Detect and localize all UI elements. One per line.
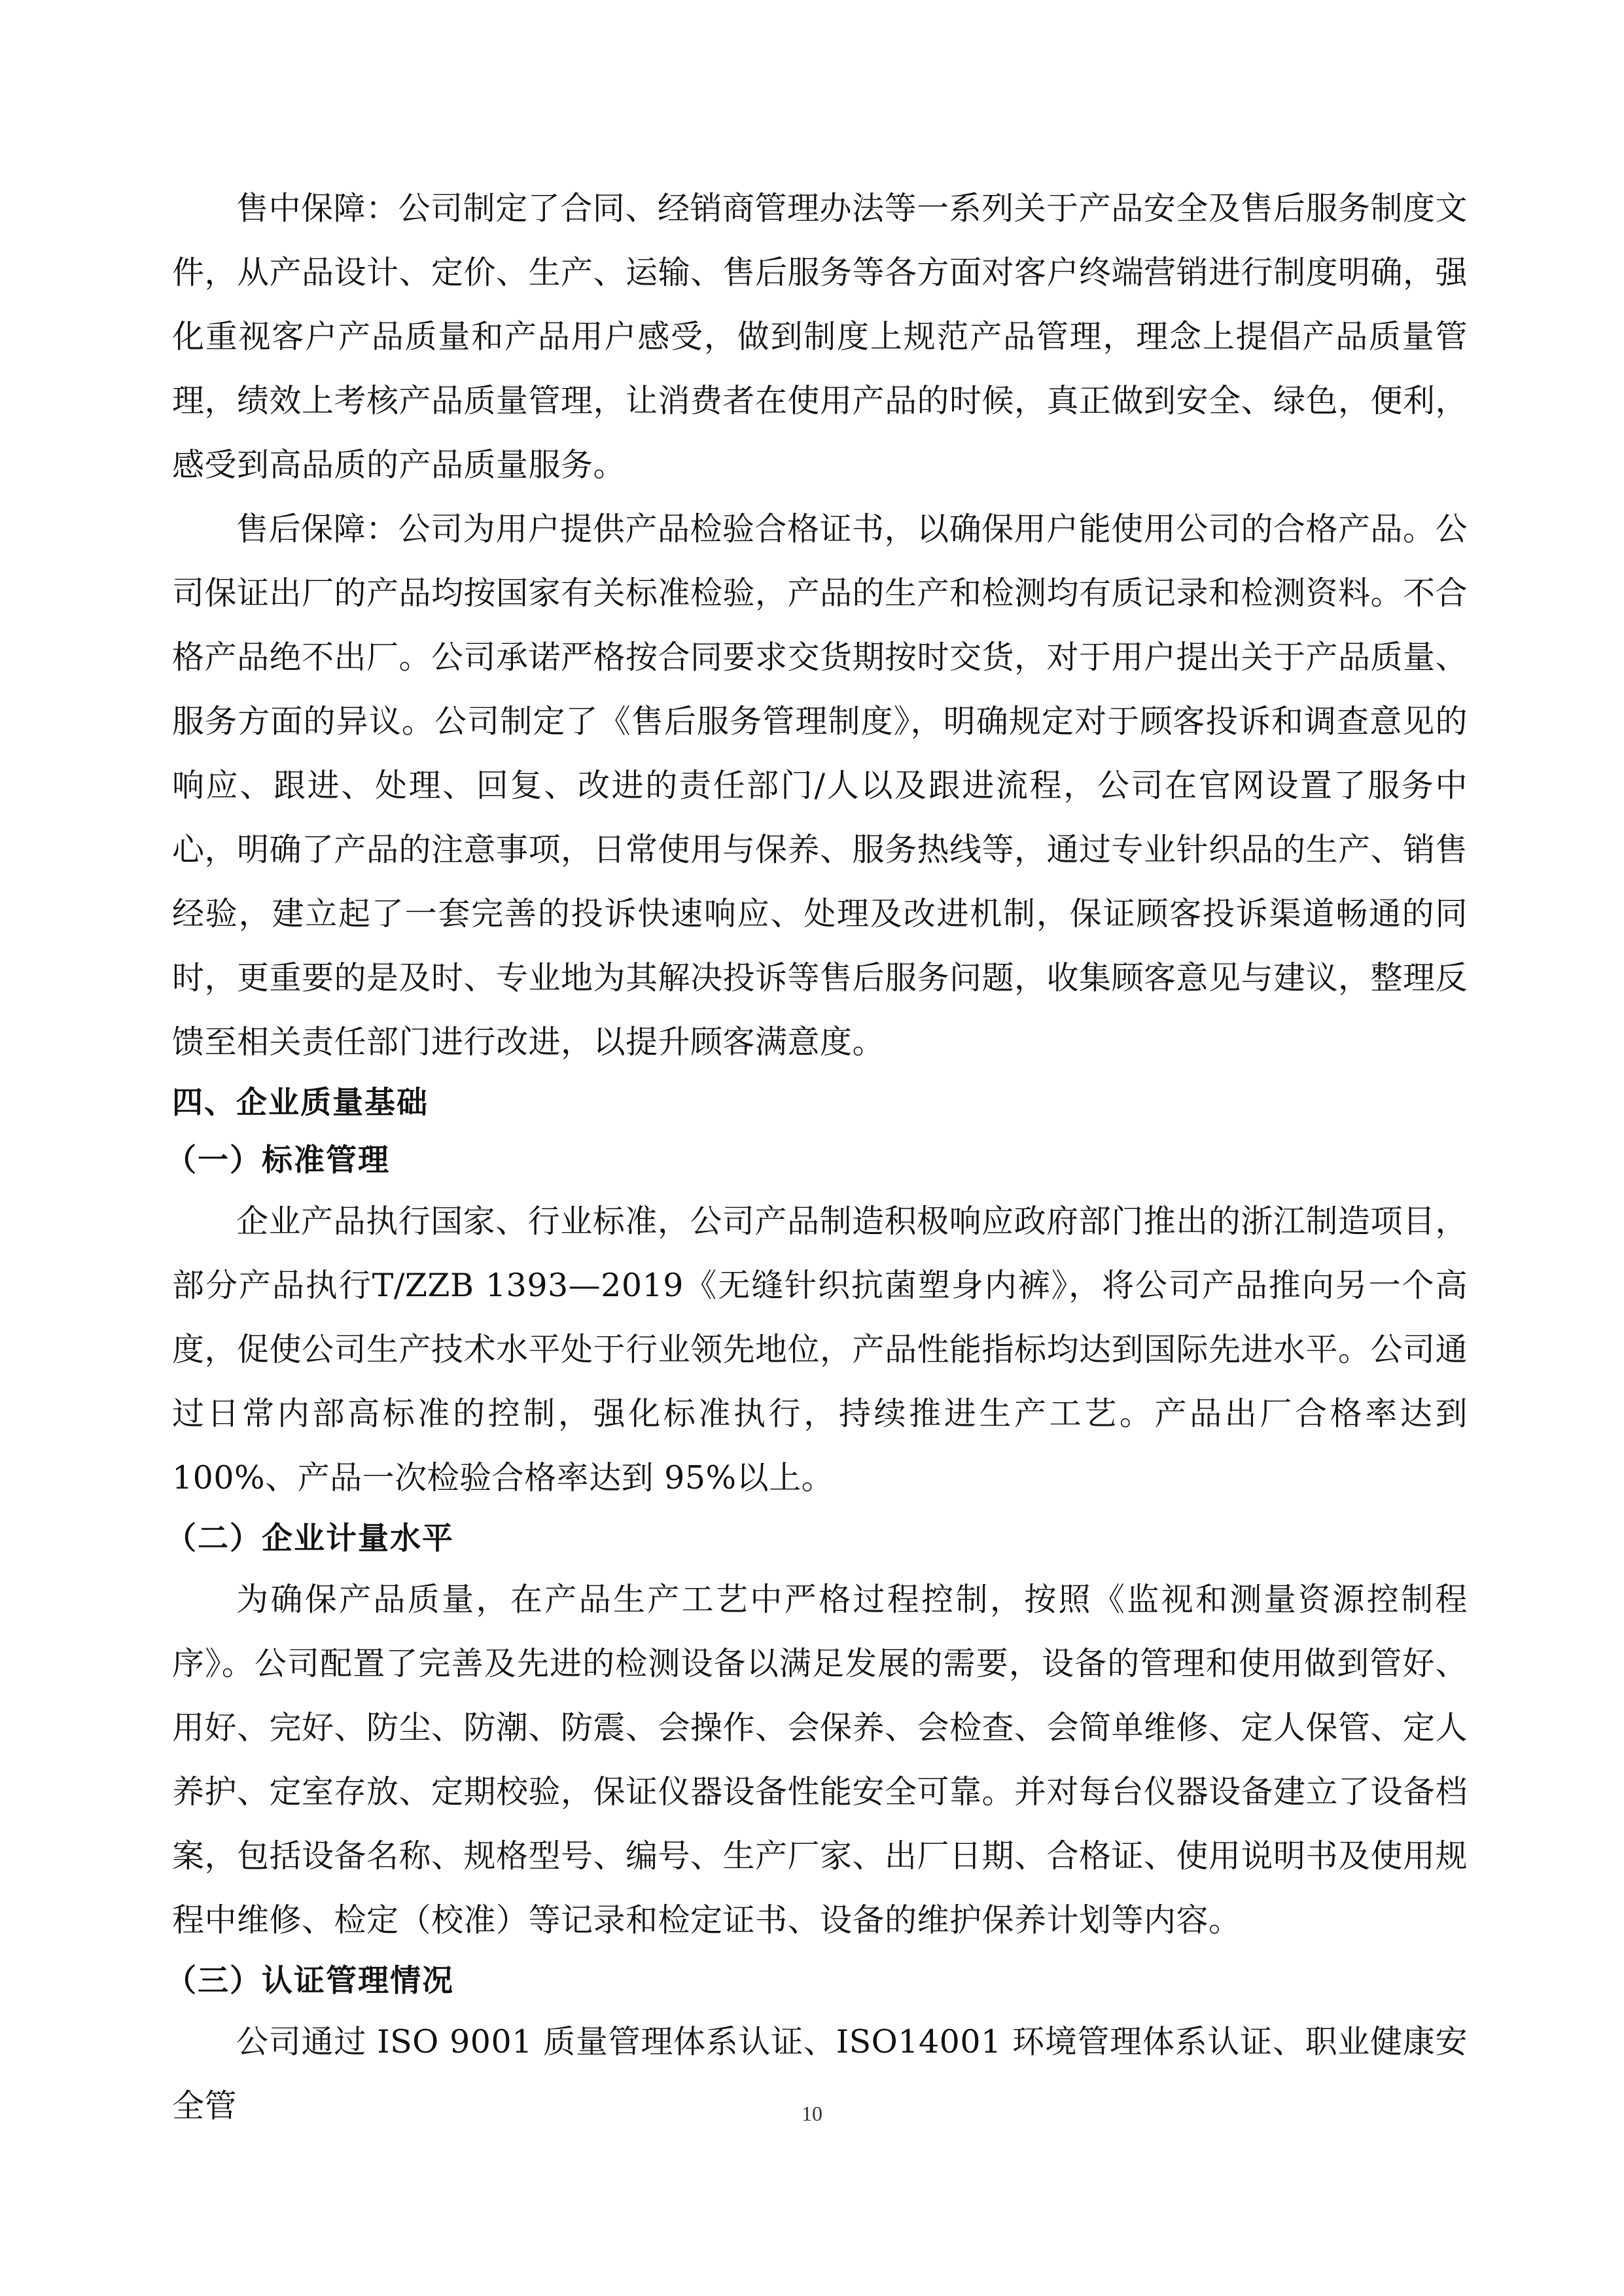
subheading-standard-management: （一）标准管理 — [166, 1142, 390, 1178]
paragraph-aftersale-guarantee: 售后保障：公司为用户提供产品检验合格证书，以确保用户能使用公司的合格产品。公司保证出厂的产品均按国家有关标准检验，产品的生产和检测均有质记录和检测资料。不合格产品绝不出厂。公司承诺严格按合同要求交货期按时交货，对于用户提出关于产品质量、服务方面的异议。公司制定了《售后服务管理制度》，明确规定对于顾客投诉和调查意见的响应、跟进、处理、回复、改进的责任部门/人以及跟进流程，公司在官网设置了服务中心，明确了产品的注意事项，日常使用与保养、服务热线等，通过专业针织品的生产、销售经验，建立起了一套完善的投诉快速响应、处理及改进机制，保证顾客投诉渠道畅通的同时，更重要的是及时、专业地为其解决投诉等售后服务问题，收集顾客意见与建议，整理反馈至相关责任部门进行改进，以提升顾客满意度。 — [172, 510, 1468, 1061]
paragraph-presale-guarantee: 售中保障：公司制定了合同、经销商管理办法等一系列关于产品安全及售后服务制度文件，从产品设计、定价、生产、运输、售后服务等各方面对客户终端营销进行制度明确，强化重视客户产品质量和产品用户感受，做到制度上规范产品管理，理念上提倡产品质量管理，绩效上考核产品质量管理，让消费者在使用产品的时候，真正做到安全、绿色，便利，感受到高品质的产品质量服务。 — [172, 190, 1468, 484]
paragraph-standard-management: 企业产品执行国家、行业标准，公司产品制造积极响应政府部门推出的浙江制造项目，部分产品执行T/ZZB 1393—2019《无缝针织抗菌塑身内裤》，将公司产品推向另一个高度，促使公司生产技术水平处于行业领先地位，产品性能指标均达到国际先进水平。公司通过日常内部高标准的控制，强化标准执行，持续推进生产工艺。产品出厂合格率达到100%、产品一次检验合格率达到 95%以上。 — [172, 1203, 1468, 1496]
page-number: 10 — [802, 2102, 822, 2125]
paragraph-certification-management: 公司通过 ISO 9001 质量管理体系认证、ISO14001 环境管理体系认证、职业健康安全管 — [172, 2023, 1468, 2125]
subheading-certification-management: （三）认证管理情况 — [166, 1963, 454, 1999]
document-body — [166, 177, 1468, 2138]
subheading-metrology-level: （二）企业计量水平 — [166, 1521, 454, 1557]
paragraph-metrology-level: 为确保产品质量，在产品生产工艺中严格过程控制，按照《监视和测量资源控制程序》。公司配置了完善及先进的检测设备以满足发展的需要，设备的管理和使用做到管好、用好、完好、防尘、防潮、防震、会操作、会保养、会检查、会简单维修、定人保管、定人养护、定室存放、定期校验，保证仪器设备性能安全可靠。并对每台仪器设备建立了设备档案，包括设备名称、规格型号、编号、生产厂家、出厂日期、合格证、使用说明书及使用规程中维修、检定（校准）等记录和检定证书、设备的维护保养计划等内容。 — [172, 1581, 1468, 1939]
section-heading-quality-foundation: 四、企业质量基础 — [172, 1085, 429, 1121]
